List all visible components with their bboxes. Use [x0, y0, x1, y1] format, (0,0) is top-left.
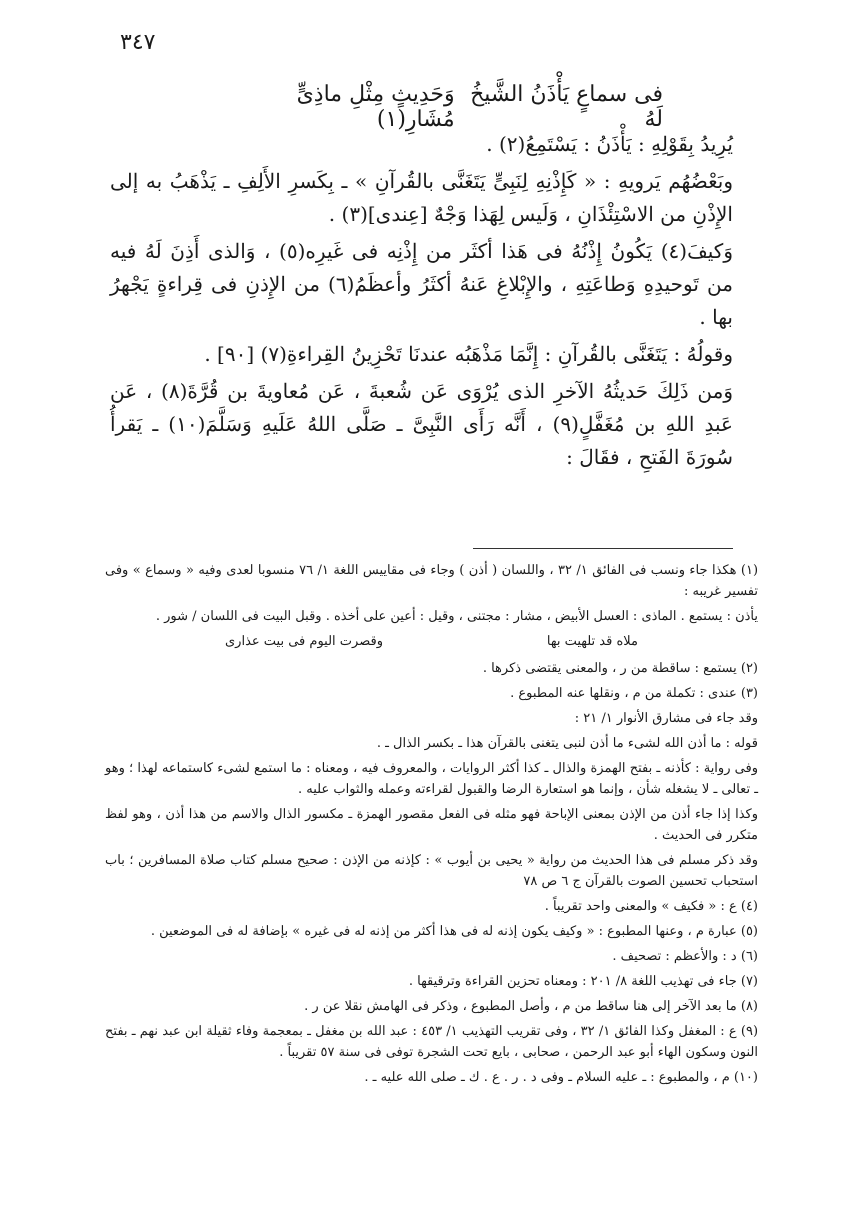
verse-hemistich-second: وَحَدِيثٍ مِثْلِ ماذِىٍّ مُشَارِ(١) — [296, 82, 455, 132]
footnote-9: (٩) ع : المغفل وكذا الفائق ١/ ٣٢ ، وفى تقريب التهذيب ١/ ٤٥٣ : عبد الله بن مغفل ـ بمعجمة وفاء ثقيلة ابن عبد نهم ـ بفتح النون وسكون الهاء أبو عبد الرحمن ، صحابى ، بايع تحت الشجرة توفى فى سنة ٥٧ تقريباً . — [105, 1024, 759, 1060]
main-paragraph: وقولُهُ : يَتَغَنَّى بالقُرآنِ : إِنَّمَا مَذْهَبُه عندنَا تَحْزِينُ القِراءةِ(٧) [٩٠] . — [204, 342, 733, 366]
footnote-7: (٧) جاء فى تهذيب اللغة ٨/ ٢٠١ : ومعناه تحزين القراءة وترقيقها . — [408, 974, 758, 989]
footnote-10: (١٠) م ، والمطبوع : ـ عليه السلام ـ وفى د . ر . ع . ك ـ صلى الله عليه ـ . — [364, 1070, 758, 1085]
footnote-2: (٢) يستمع : ساقطة من ر ، والمعنى يقتضى ذكرها . — [482, 661, 758, 676]
footnote-5: (٥) عبارة م ، وعنها المطبوع : « وكيف يكون إذنه له فى هذا أكثر من إذنه له فى غيره » بإضافة له فى الموضعين . — [150, 924, 758, 939]
poem-verse — [223, 82, 663, 132]
footnote-4: (٤) ع : « فكيف » والمعنى واحد تقريباً . — [544, 899, 758, 914]
footnote-6: (٦) د : والأعظم : تصحيف . — [612, 949, 758, 964]
footnote-3: (٣) عندى : تكملة من م ، ونقلها عنه المطبوع . — [510, 686, 758, 701]
footnote-3-reference: وقد ذكر مسلم فى هذا الحديث من رواية « يحيى بن أيوب » : كإذنه من الإذن : صحيح مسلم كتاب صلاة المسافرين ؛ باب استحباب تحسين الصوت بالقرآن ج ٦ ص ٧٨ — [105, 853, 758, 889]
main-paragraph: يُرِيدُ بِقَوْلِهِ : يَأْذَنُ : يَسْتَمِعُ(٢) . — [486, 132, 733, 156]
poem-first-half: ملاه قد تلهيت بها — [546, 634, 638, 649]
footnote-3-source: وقد جاء فى مشارق الأنوار ١/ ٢١ : — [574, 711, 758, 726]
page-number: ٣٤٧ — [120, 30, 156, 55]
footnote-3-note: وكذا إذا جاء أذن من الإذن بمعنى الإباحة فهو مثله فى الفعل مقصور الهمزة ـ مكسور الذال والاسم من هذا أذن ، وهو لفظ متكرر فى الحديث . — [105, 807, 758, 843]
verse-hemistich-first: فى سماعٍ يَأْذَنُ الشَّيخُ لَهُ — [470, 82, 663, 132]
footnote-3-quote: قوله : ما أذن الله لشىء ما أذن لنبى يتغنى بالقرآن هذا ـ بكسر الذال ـ . — [376, 736, 758, 751]
footnote-8: (٨) ما بعد الآخر إلى هنا ساقط من م ، وأصل المطبوع ، وذكر فى الهامش نقلا عن ر . — [304, 999, 758, 1014]
footnote-poem-line — [105, 631, 758, 652]
footnote-divider — [473, 548, 733, 549]
poem-second-half: وقصرت اليوم فى بيت عذارى — [225, 634, 383, 649]
footnotes — [105, 560, 758, 1092]
main-paragraph: وَمن ذَلِكَ حَديثُهُ الآخرِ الذى يُرْوَى عَن شُعبةَ ، عَن مُعاويةَ بن قُرَّةَ(٨) ، عَن عَبدِ اللهِ بن مُغَفَّلٍ(٩) ، أَنَّه رَأَى النَّبِىَّ ـ صَلَّى اللهُ عَلَيهِ وَسَلَّمَ(١٠) ـ يَقرأُ سُورَةَ الفَتحِ ، فقَالَ : — [110, 379, 733, 469]
footnote-1: (١) هكذا جاء ونسب فى الفائق ١/ ٣٢ ، واللسان ( أذن ) وجاء فى مقاييس اللغة ١/ ٧٦ منسوبا لعدى وفيه « وسماع » وفى تفسير غريبه : — [105, 563, 759, 599]
main-text — [110, 128, 733, 478]
main-paragraph: وَكيفَ(٤) يَكُونُ إِذْنُهُ فى هَذا أكثَر من إِذْنِه فى غَيرِه(٥) ، وَالذى أَذِنَ لَهُ فيه من تَوحيدِهِ وَطاعَتِهِ ، والإِبْلاغِ عَنهُ أكثَرُ وأعظَمُ(٦) من الإِذنِ فى قِراءةٍ يَجْهرُ بها . — [110, 239, 733, 329]
footnote-3-explanation: وفى رواية : كأذنه ـ بفتح الهمزة والذال ـ كذا أكثر الروايات ، والمعروف فيه ، ومعناه : ما استمع لشىء كاستماعه لهذا ؛ وهو ـ تعالى ـ لا يشغله شأن ، وإنما هو استعارة الرضا والقبول لقراءته وعمله والثواب عليه . — [105, 761, 758, 797]
main-paragraph: وبَعْضُهُم يَرويهِ : « كَإِذْنِهِ لِنَبِىٍّ يَتَغَنَّى بالقُرآنِ » ـ بِكَسرِ الأَلِفِ ـ يَذْهَبُ به إلى الإِذْنِ من الاسْتِئْذَانِ ، وَلَيس لِهَذا وَجْهٌ [عِندى](٣) . — [110, 169, 733, 226]
footnote-1-gloss: يأذن : يستمع . الماذى : العسل الأبيض ، مشار : مجتنى ، وقيل : أعين على أخذه . وقبل البيت فى اللسان / شور . — [155, 609, 758, 624]
